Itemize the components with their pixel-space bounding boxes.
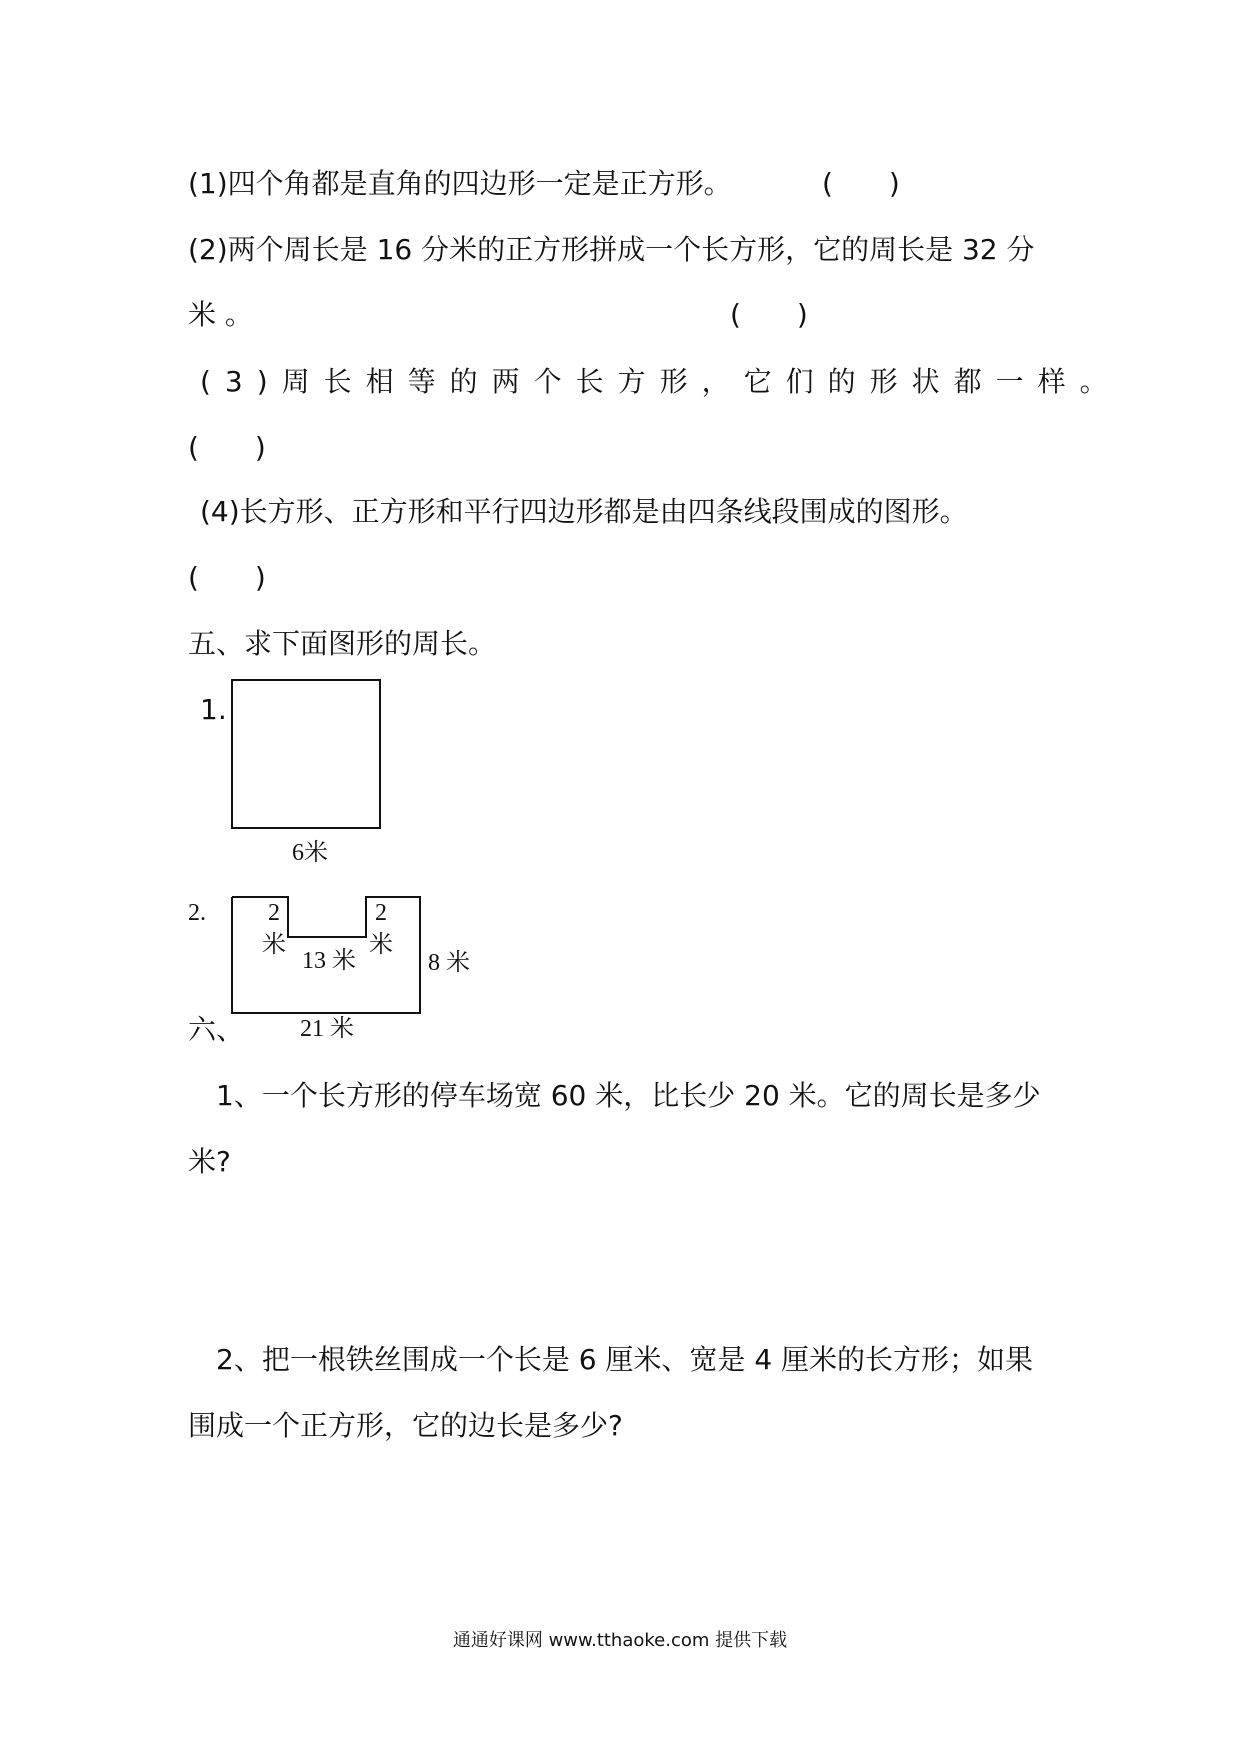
problem-2-line1: 2、把一根铁丝围成一个长是 6 厘米、宽是 4 厘米的长方形；如果: [216, 1343, 1034, 1376]
answer-paren-2: ( ): [730, 298, 808, 331]
answer-paren-4: ( ): [188, 561, 266, 594]
figure-2-left-notch-unit: 米: [262, 932, 286, 958]
question-2-line2: 米 。: [188, 298, 253, 331]
footer-source: 通通好课网 www.tthaoke.com 提供下载: [452, 1630, 788, 1651]
figure-2-base-label: 21 米: [300, 1016, 354, 1042]
section-6-heading: 六、: [188, 1013, 245, 1046]
figure-2-number: 2.: [188, 900, 206, 926]
answer-paren-3: ( ): [188, 431, 266, 464]
question-3: (3)周长相等的两个长方形，它们的形状都一样。: [200, 365, 1122, 398]
question-4: (4)长方形、正方形和平行四边形都是由四条线段围成的图形。: [200, 495, 968, 528]
section-5-heading: 五、求下面图形的周长。: [188, 627, 497, 660]
figure-2-left-notch-value: 2: [268, 900, 280, 926]
figure-2-height-label: 8 米: [428, 950, 470, 976]
question-2-line1: (2)两个周长是 16 分米的正方形拼成一个长方形，它的周长是 32 分: [188, 233, 1035, 266]
answer-paren-1: ( ): [822, 167, 900, 200]
question-1: (1)四个角都是直角的四边形一定是正方形。: [188, 167, 732, 200]
figure-2-right-notch-value: 2: [375, 900, 387, 926]
figure-2-right-notch-unit: 米: [369, 932, 393, 958]
figure-1-side-label: 6米: [292, 840, 328, 866]
problem-1-line1: 1、一个长方形的停车场宽 60 米，比长少 20 米。它的周长是多少: [216, 1079, 1041, 1112]
figure-2-notch-width-label: 13 米: [302, 948, 356, 974]
problem-2-line2: 围成一个正方形，它的边长是多少?: [188, 1409, 623, 1442]
problem-1-line2: 米?: [188, 1145, 231, 1178]
figure-1-square: [230, 678, 386, 830]
figure-1-number: 1.: [200, 693, 227, 726]
